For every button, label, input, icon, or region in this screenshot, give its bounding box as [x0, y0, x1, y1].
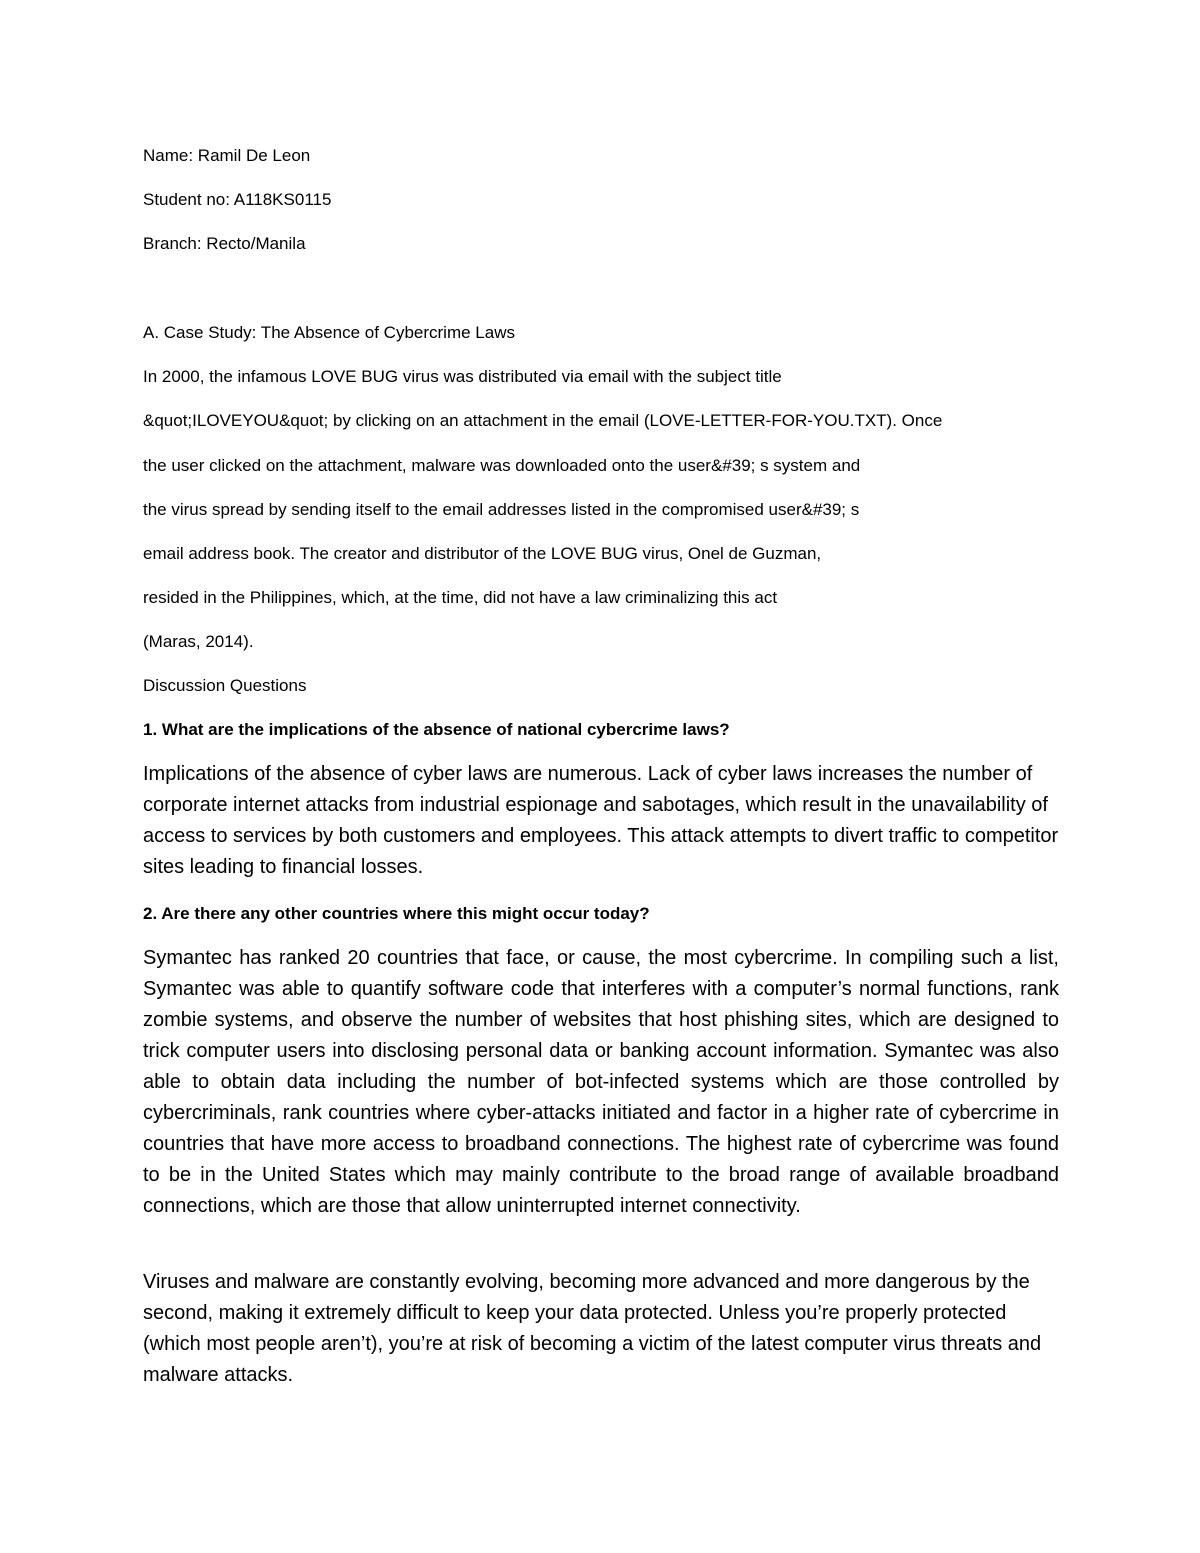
answer-1-text: Implications of the absence of cyber laws are numerous. Lack of cyber laws increases the number of corporate internet attacks from industrial espionage and sabotages, which result in the unavailability of access to services by both customers and employees. This attack attempts to divert traffic to competitor sites leading to financial losses.	[143, 763, 1059, 878]
question-1: 1. What are the implications of the absence of national cybercrime laws?	[143, 720, 730, 739]
answer-2	[143, 943, 1059, 1222]
case-study-line: resided in the Philippines, which, at the time, did not have a law criminalizing this act	[143, 588, 778, 607]
answer-2-extra-text: Viruses and malware are constantly evolving, becoming more advanced and more dangerous by the second, making it extremely difficult to keep your data protected. Unless you’re properly protected (which most people aren’t), you’re at risk of becoming a victim of the latest computer virus threats and malware attacks.	[143, 1271, 1042, 1386]
answer-2-extra	[143, 1267, 1059, 1391]
case-study-line: (Maras, 2014).	[143, 632, 254, 651]
student-number: Student no: A118KS0115	[143, 190, 332, 209]
discussion-heading: Discussion Questions	[143, 676, 307, 695]
case-study-line: the virus spread by sending itself to the email addresses listed in the compromised user&#39; s	[143, 500, 860, 519]
case-study-title: A. Case Study: The Absence of Cybercrime Laws	[143, 323, 515, 342]
branch: Branch: Recto/Manila	[143, 234, 306, 253]
student-name: Name: Ramil De Leon	[143, 146, 311, 165]
case-study-line: &quot;ILOVEYOU&quot; by clicking on an attachment in the email (LOVE-LETTER-FOR-YOU.TXT). Once	[143, 411, 943, 430]
case-study-line: In 2000, the infamous LOVE BUG virus was distributed via email with the subject title	[143, 367, 782, 386]
answer-1	[143, 759, 1059, 883]
answer-2-text: Symantec has ranked 20 countries that face, or cause, the most cybercrime. In compiling such a list, Symantec was able to quantify software code that interferes with a computer’s normal functions, rank zombie systems, and observe the number of websites that host phishing sites, which are designed to trick computer users into disclosing personal data or banking account information. Symantec was also able to obtain data including the number of bot-infected systems which are those controlled by cybercriminals, rank countries where cyber-attacks initiated and factor in a higher rate of cybercrime in countries that have more access to broadband connections. The highest rate of cybercrime was found to be in the United States which may mainly contribute to the broad range of available broadband connections, which are those that allow uninterrupted internet connectivity.	[143, 947, 1059, 1217]
case-study-line: email address book. The creator and distributor of the LOVE BUG virus, Onel de Guzman,	[143, 544, 822, 563]
question-2: 2. Are there any other countries where this might occur today?	[143, 904, 650, 923]
case-study-line: the user clicked on the attachment, malware was downloaded onto the user&#39; s system and	[143, 456, 861, 475]
